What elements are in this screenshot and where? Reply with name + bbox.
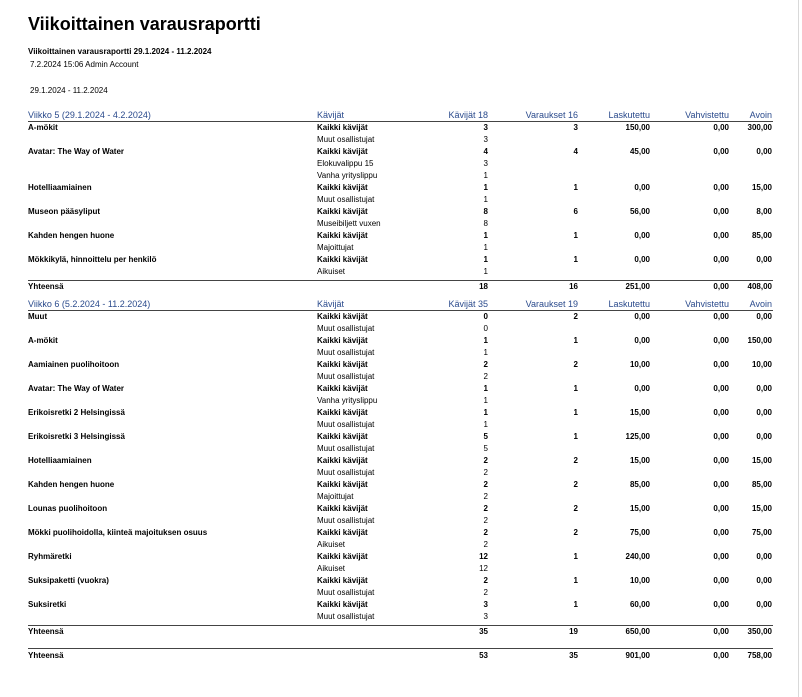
product-row — [28, 383, 773, 395]
visitor-count: 2 — [483, 360, 488, 369]
booking-count: 1 — [573, 384, 578, 393]
week-header — [28, 109, 773, 122]
product-name: A-mökit — [28, 336, 58, 345]
visitor-type: Kaikki kävijät — [317, 384, 368, 393]
week-title: Viikko 6 (5.2.2024 - 11.2.2024) — [28, 299, 151, 309]
confirmed-amount: 0,00 — [713, 360, 729, 369]
product-name: Erikoisretki 3 Helsingissä — [28, 432, 125, 441]
product-row — [28, 431, 773, 443]
product-name: Suksiretki — [28, 600, 67, 609]
grand-total-invoiced: 901,00 — [625, 651, 650, 660]
confirmed-amount: 0,00 — [713, 384, 729, 393]
product-subrow — [28, 266, 773, 278]
booking-count: 1 — [573, 408, 578, 417]
confirmed-amount: 0,00 — [713, 480, 729, 489]
booking-count: 6 — [573, 207, 578, 216]
open-amount: 0,00 — [756, 552, 772, 561]
visitor-count: 2 — [483, 540, 488, 549]
open-amount: 0,00 — [756, 147, 772, 156]
confirmed-amount: 0,00 — [713, 456, 729, 465]
visitor-type: Kaikki kävijät — [317, 576, 368, 585]
booking-count: 1 — [573, 255, 578, 264]
visitor-type: Kaikki kävijät — [317, 336, 368, 345]
product-name: Kahden hengen huone — [28, 480, 115, 489]
booking-count: 2 — [573, 456, 578, 465]
open-amount: 300,00 — [747, 123, 772, 132]
visitor-count: 1 — [483, 384, 488, 393]
booking-count: 2 — [573, 504, 578, 513]
report-range: 29.1.2024 - 11.2.2024 — [30, 86, 108, 95]
visitor-type: Kaikki kävijät — [317, 504, 368, 513]
open-amount: 15,00 — [751, 504, 772, 513]
product-row — [28, 599, 773, 611]
visitor-count: 4 — [483, 147, 488, 156]
product-subrow — [28, 194, 773, 206]
product-subrow — [28, 587, 773, 599]
visitor-type: Kaikki kävijät — [317, 360, 368, 369]
visitor-count: 2 — [483, 516, 488, 525]
week-total-label: Yhteensä — [28, 282, 64, 291]
confirmed-amount: 0,00 — [713, 255, 729, 264]
open-amount: 75,00 — [751, 528, 772, 537]
product-subrow — [28, 443, 773, 455]
grand-total-label: Yhteensä — [28, 651, 64, 660]
grand-total-bookings: 35 — [569, 651, 578, 660]
open-amount: 0,00 — [756, 432, 772, 441]
visitor-count: 5 — [483, 432, 488, 441]
visitor-count: 2 — [483, 528, 488, 537]
col-bookings: Varaukset 16 — [525, 110, 578, 120]
visitor-type: Aikuiset — [317, 267, 346, 276]
visitor-count: 1 — [483, 420, 488, 429]
product-subrow — [28, 515, 773, 527]
product-row — [28, 407, 773, 419]
product-name: Hotelliaamiainen — [28, 183, 92, 192]
invoiced-amount: 0,00 — [634, 312, 650, 321]
visitor-type: Muut osallistujat — [317, 444, 375, 453]
product-subrow — [28, 395, 773, 407]
invoiced-amount: 75,00 — [629, 528, 650, 537]
invoiced-amount: 0,00 — [634, 231, 650, 240]
visitor-count: 2 — [483, 372, 488, 381]
grand-total-confirmed: 0,00 — [713, 651, 729, 660]
week-total-invoiced: 650,00 — [625, 627, 650, 636]
col-invoiced: Laskutettu — [608, 299, 650, 309]
confirmed-amount: 0,00 — [713, 207, 729, 216]
open-amount: 150,00 — [747, 336, 772, 345]
visitor-count: 0 — [483, 324, 488, 333]
booking-count: 1 — [573, 336, 578, 345]
product-row — [28, 479, 773, 491]
booking-count: 3 — [573, 123, 578, 132]
col-open: Avoin — [749, 110, 772, 120]
week-section-6 — [28, 298, 773, 638]
visitor-type: Aikuiset — [317, 564, 346, 573]
visitor-type: Majoittujat — [317, 243, 354, 252]
report-subtitle: Viikoittainen varausraportti 29.1.2024 - 11.2.2024 — [28, 47, 212, 56]
open-amount: 0,00 — [756, 576, 772, 585]
week-total-confirmed: 0,00 — [713, 627, 729, 636]
visitor-count: 2 — [483, 468, 488, 477]
grand-total-visitors: 53 — [479, 651, 488, 660]
grand-total-open: 758,00 — [747, 651, 772, 660]
visitor-count: 12 — [479, 552, 488, 561]
visitor-count: 1 — [483, 348, 488, 357]
col-bookings: Varaukset 19 — [525, 299, 578, 309]
visitor-count: 1 — [483, 195, 488, 204]
open-amount: 10,00 — [751, 360, 772, 369]
product-subrow — [28, 323, 773, 335]
invoiced-amount: 85,00 — [629, 480, 650, 489]
product-name: A-mökit — [28, 123, 58, 132]
week-total-open: 408,00 — [747, 282, 772, 291]
open-amount: 0,00 — [756, 408, 772, 417]
open-amount: 0,00 — [756, 600, 772, 609]
col-visitors: Kävijät 18 — [448, 110, 488, 120]
col-visitor-type: Kävijät — [317, 110, 345, 120]
visitor-count: 2 — [483, 504, 488, 513]
product-subrow — [28, 491, 773, 503]
visitor-count: 1 — [483, 396, 488, 405]
product-subrow — [28, 563, 773, 575]
visitor-type: Elokuvalippu 15 — [317, 159, 374, 168]
visitor-type: Muut osallistujat — [317, 516, 375, 525]
confirmed-amount: 0,00 — [713, 600, 729, 609]
visitor-count: 1 — [483, 231, 488, 240]
visitor-type: Kaikki kävijät — [317, 456, 368, 465]
invoiced-amount: 56,00 — [629, 207, 650, 216]
confirmed-amount: 0,00 — [713, 504, 729, 513]
visitor-type: Aikuiset — [317, 540, 346, 549]
visitor-type: Kaikki kävijät — [317, 528, 368, 537]
visitor-type: Vanha yrityslippu — [317, 171, 378, 180]
invoiced-amount: 150,00 — [625, 123, 650, 132]
product-name: Kahden hengen huone — [28, 231, 115, 240]
invoiced-amount: 0,00 — [634, 255, 650, 264]
report-generated: 7.2.2024 15:06 Admin Account — [30, 60, 139, 69]
visitor-type: Muut osallistujat — [317, 135, 375, 144]
visitor-type: Kaikki kävijät — [317, 432, 368, 441]
visitor-type: Kaikki kävijät — [317, 123, 368, 132]
visitor-type: Kaikki kävijät — [317, 147, 368, 156]
visitor-count: 3 — [483, 600, 488, 609]
week-total-confirmed: 0,00 — [713, 282, 729, 291]
visitor-count: 0 — [483, 312, 488, 321]
invoiced-amount: 125,00 — [625, 432, 650, 441]
visitor-count: 3 — [483, 159, 488, 168]
visitor-count: 1 — [483, 171, 488, 180]
invoiced-amount: 45,00 — [629, 147, 650, 156]
booking-count: 2 — [573, 360, 578, 369]
week-section-5 — [28, 109, 773, 293]
booking-count: 1 — [573, 576, 578, 585]
invoiced-amount: 15,00 — [629, 456, 650, 465]
visitor-type: Muut osallistujat — [317, 372, 375, 381]
report-title: Viikoittainen varausraportti — [28, 14, 261, 34]
product-name: Erikoisretki 2 Helsingissä — [28, 408, 125, 417]
week-total-open: 350,00 — [747, 627, 772, 636]
booking-count: 1 — [573, 432, 578, 441]
product-subrow — [28, 134, 773, 146]
week-total-visitors: 35 — [479, 627, 488, 636]
product-subrow — [28, 218, 773, 230]
product-row — [28, 146, 773, 158]
product-name: Museon pääsyliput — [28, 207, 101, 216]
week-header — [28, 298, 773, 311]
week-total-label: Yhteensä — [28, 627, 64, 636]
visitor-type: Kaikki kävijät — [317, 552, 368, 561]
invoiced-amount: 10,00 — [629, 360, 650, 369]
week-total-bookings: 19 — [569, 627, 578, 636]
booking-count: 4 — [573, 147, 578, 156]
visitor-type: Kaikki kävijät — [317, 480, 368, 489]
invoiced-amount: 0,00 — [634, 384, 650, 393]
product-name: Hotelliaamiainen — [28, 456, 92, 465]
visitor-type: Museibiljett vuxen — [317, 219, 381, 228]
visitor-count: 1 — [483, 267, 488, 276]
col-visitors: Kävijät 35 — [448, 299, 488, 309]
visitor-type: Kaikki kävijät — [317, 231, 368, 240]
product-name: Aamiainen puolihoitoon — [28, 360, 120, 369]
product-name: Avatar: The Way of Water — [28, 147, 125, 156]
visitor-type: Muut osallistujat — [317, 420, 375, 429]
invoiced-amount: 15,00 — [629, 408, 650, 417]
invoiced-amount: 10,00 — [629, 576, 650, 585]
col-confirmed: Vahvistettu — [685, 110, 729, 120]
visitor-count: 3 — [483, 123, 488, 132]
visitor-count: 2 — [483, 480, 488, 489]
visitor-count: 3 — [483, 612, 488, 621]
visitor-count: 1 — [483, 183, 488, 192]
product-subrow — [28, 371, 773, 383]
product-row — [28, 311, 773, 323]
product-row — [28, 455, 773, 467]
visitor-type: Majoittujat — [317, 492, 354, 501]
invoiced-amount: 0,00 — [634, 336, 650, 345]
invoiced-amount: 0,00 — [634, 183, 650, 192]
invoiced-amount: 240,00 — [625, 552, 650, 561]
product-row — [28, 122, 773, 134]
week-total-visitors: 18 — [479, 282, 488, 291]
visitor-count: 8 — [483, 207, 488, 216]
week-total-bookings: 16 — [569, 282, 578, 291]
confirmed-amount: 0,00 — [713, 576, 729, 585]
open-amount: 0,00 — [756, 312, 772, 321]
booking-count: 2 — [573, 312, 578, 321]
visitor-count: 1 — [483, 336, 488, 345]
week-total-row — [28, 625, 773, 638]
visitor-type: Muut osallistujat — [317, 588, 375, 597]
product-row — [28, 575, 773, 587]
open-amount: 85,00 — [751, 231, 772, 240]
product-row — [28, 551, 773, 563]
col-open: Avoin — [749, 299, 772, 309]
open-amount: 8,00 — [756, 207, 772, 216]
visitor-type: Muut osallistujat — [317, 324, 375, 333]
grand-total-row — [28, 648, 773, 662]
visitor-type: Muut osallistujat — [317, 612, 375, 621]
visitor-count: 12 — [479, 564, 488, 573]
product-row — [28, 335, 773, 347]
col-confirmed: Vahvistettu — [685, 299, 729, 309]
confirmed-amount: 0,00 — [713, 552, 729, 561]
open-amount: 0,00 — [756, 255, 772, 264]
confirmed-amount: 0,00 — [713, 528, 729, 537]
visitor-type: Vanha yrityslippu — [317, 396, 378, 405]
product-name: Ryhmäretki — [28, 552, 72, 561]
product-subrow — [28, 347, 773, 359]
visitor-type: Kaikki kävijät — [317, 255, 368, 264]
booking-count: 2 — [573, 480, 578, 489]
invoiced-amount: 60,00 — [629, 600, 650, 609]
product-name: Mökkikylä, hinnoittelu per henkilö — [28, 255, 157, 264]
product-subrow — [28, 242, 773, 254]
product-subrow — [28, 539, 773, 551]
visitor-count: 2 — [483, 588, 488, 597]
visitor-count: 3 — [483, 135, 488, 144]
open-amount: 0,00 — [756, 384, 772, 393]
product-name: Avatar: The Way of Water — [28, 384, 125, 393]
visitor-type: Kaikki kävijät — [317, 408, 368, 417]
booking-count: 1 — [573, 231, 578, 240]
visitor-type: Kaikki kävijät — [317, 207, 368, 216]
product-name: Suksipaketti (vuokra) — [28, 576, 109, 585]
product-subrow — [28, 467, 773, 479]
visitor-type: Kaikki kävijät — [317, 600, 368, 609]
product-name: Muut — [28, 312, 48, 321]
product-subrow — [28, 419, 773, 431]
product-name: Lounas puolihoitoon — [28, 504, 108, 513]
visitor-count: 2 — [483, 576, 488, 585]
product-row — [28, 359, 773, 371]
visitor-count: 2 — [483, 456, 488, 465]
visitor-type: Kaikki kävijät — [317, 312, 368, 321]
confirmed-amount: 0,00 — [713, 231, 729, 240]
product-name: Mökki puolihoidolla, kiinteä majoituksen osuus — [28, 528, 208, 537]
product-subrow — [28, 158, 773, 170]
visitor-count: 1 — [483, 243, 488, 252]
open-amount: 15,00 — [751, 183, 772, 192]
visitor-count: 1 — [483, 408, 488, 417]
col-visitor-type: Kävijät — [317, 299, 345, 309]
product-row — [28, 206, 773, 218]
visitor-count: 1 — [483, 255, 488, 264]
week-title: Viikko 5 (29.1.2024 - 4.2.2024) — [28, 110, 151, 120]
product-row — [28, 527, 773, 539]
visitor-type: Muut osallistujat — [317, 195, 375, 204]
booking-count: 1 — [573, 600, 578, 609]
open-amount: 15,00 — [751, 456, 772, 465]
confirmed-amount: 0,00 — [713, 183, 729, 192]
product-row — [28, 254, 773, 266]
visitor-count: 5 — [483, 444, 488, 453]
confirmed-amount: 0,00 — [713, 123, 729, 132]
col-invoiced: Laskutettu — [608, 110, 650, 120]
confirmed-amount: 0,00 — [713, 336, 729, 345]
confirmed-amount: 0,00 — [713, 432, 729, 441]
open-amount: 85,00 — [751, 480, 772, 489]
visitor-count: 8 — [483, 219, 488, 228]
invoiced-amount: 15,00 — [629, 504, 650, 513]
product-row — [28, 503, 773, 515]
booking-count: 1 — [573, 552, 578, 561]
visitor-count: 2 — [483, 492, 488, 501]
product-row — [28, 182, 773, 194]
product-row — [28, 230, 773, 242]
booking-count: 1 — [573, 183, 578, 192]
product-subrow — [28, 611, 773, 623]
visitor-type: Muut osallistujat — [317, 348, 375, 357]
week-total-row — [28, 280, 773, 293]
product-subrow — [28, 170, 773, 182]
booking-count: 2 — [573, 528, 578, 537]
confirmed-amount: 0,00 — [713, 408, 729, 417]
confirmed-amount: 0,00 — [713, 147, 729, 156]
visitor-type: Muut osallistujat — [317, 468, 375, 477]
visitor-type: Kaikki kävijät — [317, 183, 368, 192]
week-total-invoiced: 251,00 — [625, 282, 650, 291]
confirmed-amount: 0,00 — [713, 312, 729, 321]
